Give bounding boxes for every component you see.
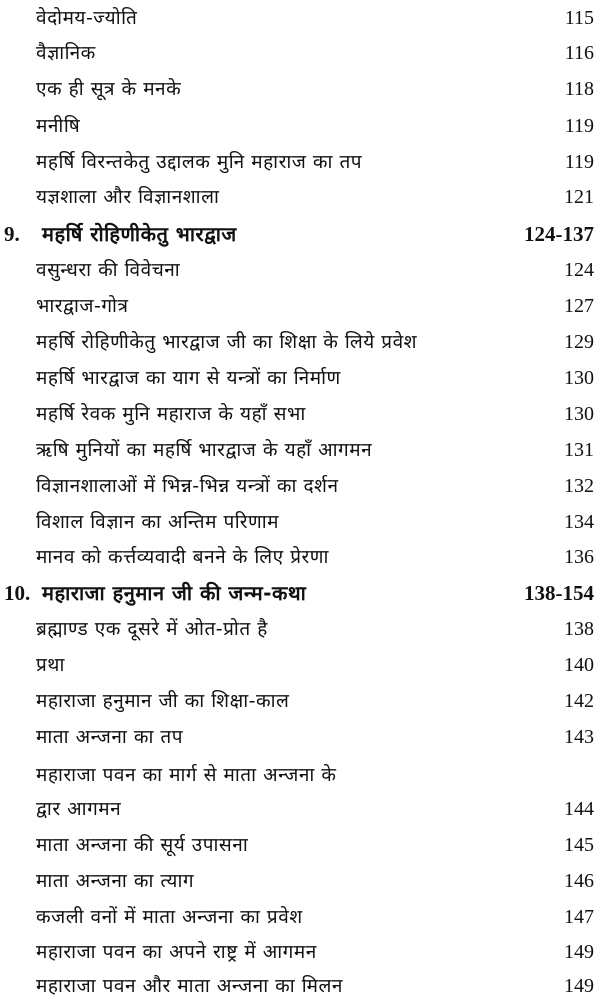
chapter-pages: 124-137 — [524, 222, 594, 246]
entry-page: 149 — [564, 975, 594, 997]
entry-title: माता अन्जना का तप — [36, 726, 184, 748]
entry-page: 124 — [564, 259, 594, 281]
entry-page: 134 — [564, 511, 594, 533]
entry-page: 142 — [564, 690, 594, 712]
chapter-number: 9. — [4, 222, 20, 246]
chapter-title: महाराजा हनुमान जी की जन्म-कथा — [42, 581, 307, 605]
entry-title: महाराजा पवन का अपने राष्ट्र में आगमन — [36, 941, 317, 963]
entry-page: 127 — [564, 295, 594, 317]
entry-title: विशाल विज्ञान का अन्तिम परिणाम — [36, 511, 279, 533]
toc-entry — [0, 900, 600, 934]
chapter-heading — [0, 217, 600, 251]
entry-page: 130 — [564, 403, 594, 425]
entry-title: भारद्वाज-गोत्र — [36, 295, 129, 317]
entry-page: 130 — [564, 367, 594, 389]
entry-title: यज्ञशाला और विज्ञानशाला — [36, 186, 220, 208]
entry-title: ब्रह्माण्ड एक दूसरे में ओत-प्रोत है — [36, 618, 268, 640]
toc-entry — [0, 720, 600, 754]
chapter-number: 10. — [4, 581, 31, 605]
toc-entry — [0, 253, 600, 287]
entry-page: 145 — [564, 834, 594, 856]
entry-page: 136 — [564, 546, 594, 568]
toc-entry — [0, 145, 600, 179]
toc-entry — [0, 397, 600, 431]
toc-entry — [0, 325, 600, 359]
entry-title: कजली वनों में माता अन्जना का प्रवेश — [36, 906, 303, 928]
entry-title: प्रथा — [36, 654, 65, 676]
entry-title: द्वार आगमन — [36, 798, 122, 820]
chapter-pages: 138-154 — [524, 581, 594, 605]
entry-page: 119 — [564, 115, 594, 137]
entry-page: 119 — [564, 151, 594, 173]
entry-title: महर्षि रेवक मुनि महाराज के यहाँ सभा — [36, 403, 306, 425]
toc-entry — [0, 864, 600, 898]
toc-entry — [0, 684, 600, 718]
entry-title: एक ही सूत्र के मनके — [36, 78, 182, 100]
entry-title: मनीषि — [36, 115, 81, 137]
toc-entry — [0, 792, 600, 826]
entry-title: वसुन्धरा की विवेचना — [36, 259, 181, 281]
toc-entry — [0, 935, 600, 969]
entry-title: महर्षि भारद्वाज का याग से यन्त्रों का निर्माण — [36, 367, 341, 389]
toc-entry — [0, 540, 600, 574]
toc-entry — [0, 469, 600, 503]
entry-title: महाराजा पवन और माता अन्जना का मिलन — [36, 975, 343, 997]
toc-entry — [0, 648, 600, 682]
entry-page: 118 — [564, 78, 594, 100]
entry-title: महर्षि विरन्तकेतु उद्दालक मुनि महाराज का तप — [36, 151, 363, 173]
entry-title: विज्ञानशालाओं में भिन्न-भिन्न यन्त्रों का दर्शन — [36, 475, 339, 497]
entry-page: 140 — [564, 654, 594, 676]
entry-title: ऋषि मुनियों का महर्षि भारद्वाज के यहाँ आगमन — [36, 439, 373, 461]
entry-title: महर्षि रोहिणीकेतु भारद्वाज जी का शिक्षा के लिये प्रवेश — [36, 331, 418, 353]
toc-entry — [0, 180, 600, 214]
entry-page: 132 — [564, 475, 594, 497]
toc-entry — [0, 36, 600, 70]
entry-page: 138 — [564, 618, 594, 640]
toc-entry — [0, 969, 600, 1003]
entry-title: महाराजा पवन का मार्ग से माता अन्जना के — [36, 764, 337, 786]
toc-entry — [0, 828, 600, 862]
entry-page: 129 — [564, 331, 594, 353]
entry-page: 115 — [564, 7, 594, 29]
entry-title: माता अन्जना की सूर्य उपासना — [36, 834, 249, 856]
entry-page: 131 — [564, 439, 594, 461]
toc-entry — [0, 433, 600, 467]
chapter-title: महर्षि रोहिणीकेतु भारद्वाज — [42, 222, 237, 246]
entry-title: वैज्ञानिक — [36, 42, 96, 64]
entry-page: 147 — [564, 906, 594, 928]
toc-entry — [0, 289, 600, 323]
entry-title: मानव को कर्त्तव्यवादी बनने के लिए प्रेरणा — [36, 546, 329, 568]
entry-page: 116 — [564, 42, 594, 64]
toc-entry — [0, 109, 600, 143]
toc-entry — [0, 612, 600, 646]
toc-entry — [0, 72, 600, 106]
entry-page: 121 — [564, 186, 594, 208]
entry-title: माता अन्जना का त्याग — [36, 870, 195, 892]
entry-page: 149 — [564, 941, 594, 963]
toc-entry — [0, 758, 600, 792]
toc-entry — [0, 1, 600, 35]
entry-page: 143 — [564, 726, 594, 748]
toc-entry — [0, 361, 600, 395]
entry-page: 144 — [564, 798, 594, 820]
entry-page: 146 — [564, 870, 594, 892]
chapter-heading — [0, 576, 600, 610]
entry-title: वेदोमय-ज्योति — [36, 7, 138, 29]
toc-entry — [0, 505, 600, 539]
entry-title: महाराजा हनुमान जी का शिक्षा-काल — [36, 690, 290, 712]
